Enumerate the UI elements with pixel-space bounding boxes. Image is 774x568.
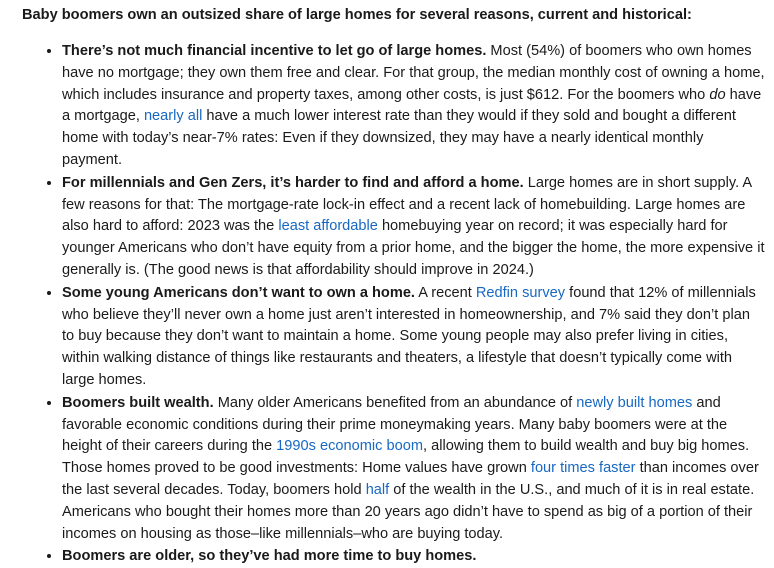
point-text: found that 12% of millennials who believe they’ll never own a home just aren’t interested in homeownership, and 7% said they don’t plan to buy because they don’t want to maintain a home. Some young people may also prefer living in cities, within walking distance of things like restaurants and theaters, a lifestyle that doesn’t typically come with large homes. xyxy=(62,284,756,388)
point-lead: Boomers built wealth. xyxy=(62,394,214,411)
point-text: than incomes over the last several decades. Today, boomers hold xyxy=(62,460,759,498)
point-text: have a much lower interest rate than they would if they sold and bought a different home with today’s near-7% rates: Even if they downsized, they may have a nearly identical monthly payment. xyxy=(62,108,736,168)
point-text: Large homes are in short supply. A few reasons for that: The mortgage-rate lock-in effect and a recent lack of homebuilding. Large homes are also hard to afford: 2023 was the xyxy=(62,174,752,235)
list-item-boomers-older xyxy=(62,545,766,568)
point-text: of the wealth in the U.S., and much of it is in real estate. Americans who bought their homes more than 20 years ago didn’t have to spend as big of a portion of their incomes on housing as those–like millennials–who are buying today. xyxy=(62,481,755,542)
point-emphasis: do xyxy=(709,86,726,103)
list-item-financial-incentive xyxy=(62,40,766,172)
link-newly-built-homes[interactable]: newly built homes xyxy=(576,394,693,411)
link-nearly-all[interactable]: nearly all xyxy=(143,108,203,125)
point-text: A recent xyxy=(415,284,476,301)
list-item-boomers-wealth xyxy=(62,392,766,546)
link-half[interactable]: half xyxy=(365,481,390,498)
reasons-list xyxy=(22,40,766,568)
point-text: Most (54%) of boomers who own homes have no mortgage; they own them free and clear. For that group, the median monthly cost of owning a home, which includes insurance and property taxes, among other costs, is just $612. For the boomers who xyxy=(62,43,765,103)
link-four-times-faster[interactable]: four times faster xyxy=(530,460,636,477)
point-text: have a mortgage, xyxy=(62,86,762,125)
point-lead: For millennials and Gen Zers, it’s harder to find and afford a home. xyxy=(62,174,524,191)
point-text: homebuying year on record; it was especially hard for younger Americans who don’t have equity from a prior home, and the bigger the home, the more expensive it generally is. (The good news is that affordability should improve in 2024.) xyxy=(62,218,765,278)
point-lead: Some young Americans don’t want to own a home. xyxy=(62,284,415,301)
point-text: and favorable economic conditions during their prime moneymaking years. Many baby boomers were at the height of their careers during the xyxy=(62,394,728,455)
link-least-affordable[interactable]: least affordable xyxy=(278,218,378,235)
list-item-young-americans xyxy=(62,282,766,392)
point-lead: There’s not much financial incentive to let go of large homes. xyxy=(62,43,487,59)
link-1990s-economic-boom[interactable]: 1990s economic boom xyxy=(276,438,424,455)
link-redfin-survey[interactable]: Redfin survey xyxy=(475,284,566,301)
list-item-millennials-genz xyxy=(62,172,766,282)
intro-heading: Baby boomers own an outsized share of large homes for several reasons, current and historical: xyxy=(22,7,692,23)
point-text: , allowing them to build wealth and buy big homes. Those homes proved to be good investments: Home values have grown xyxy=(62,438,750,477)
point-lead: Boomers are older, so they’ve had more time to buy homes. xyxy=(62,548,477,565)
point-text: Many older Americans benefited from an abundance of xyxy=(213,394,577,411)
